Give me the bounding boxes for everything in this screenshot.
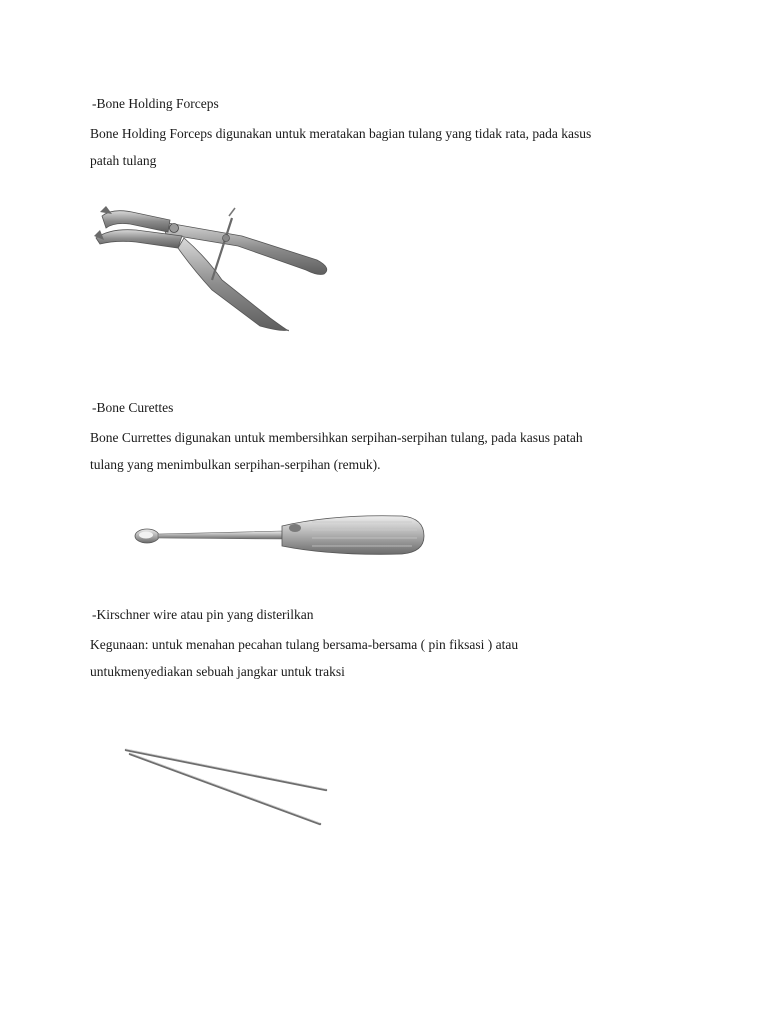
section-text-line: untukmenyediakan sebuah jangkar untuk traksi — [90, 664, 345, 679]
section-text-line: tulang yang menimbulkan serpihan-serpihan (remuk). — [90, 457, 381, 472]
section-bone-holding-forceps — [90, 94, 690, 174]
section-text-line: Kegunaan: untuk menahan pecahan tulang bersama-bersama ( pin fiksasi ) atau — [90, 637, 519, 652]
section-heading: -Kirschner wire atau pin yang disterilkan — [92, 607, 314, 622]
kirschner-wire-icon — [122, 742, 332, 832]
section-bone-curettes — [90, 398, 690, 478]
section-text-line: patah tulang — [90, 153, 157, 168]
bone-holding-forceps-icon — [92, 198, 337, 338]
section-text-line: Bone Holding Forceps digunakan untuk meratakan bagian tulang yang tidak rata, pada kasus — [90, 126, 592, 141]
section-heading: -Bone Curettes — [92, 400, 174, 415]
section-kirschner-wire — [90, 605, 690, 685]
section-heading: -Bone Holding Forceps — [92, 96, 219, 111]
bone-curette-icon — [132, 510, 428, 560]
section-text-line: Bone Currettes digunakan untuk membersihkan serpihan-serpihan tulang, pada kasus patah — [90, 430, 583, 445]
